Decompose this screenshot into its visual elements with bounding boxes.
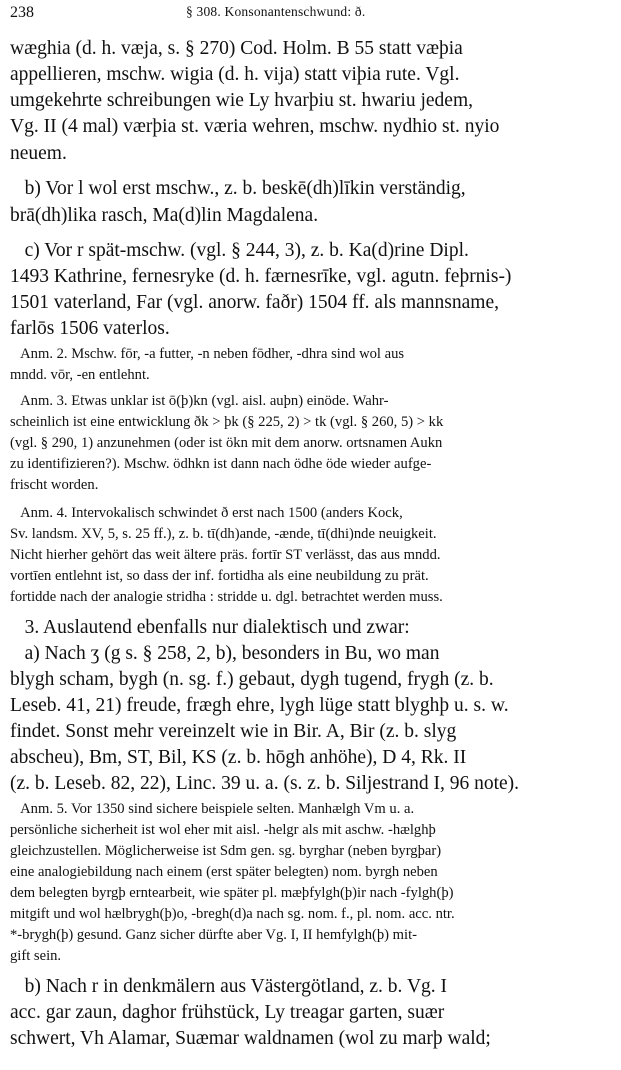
note-line: frischt worden. [10,477,99,493]
text-line: b) Nach r in denkmälern aus Västergötland, z. b. Vg. I [10,976,448,997]
text-line: brā(dh)lika rasch, Ma(d)lin Magdalena. [10,205,319,226]
text-line: a) Nach ʒ (g s. § 258, 2, b), besonders in Bu, wo man [10,643,440,664]
text-line: appellieren, mschw. wigia (d. h. vija) statt viþia rute. Vgl. [10,64,460,85]
note-line: Anm. 3. Etwas unklar ist ō(þ)kn (vgl. aisl. auþn) einöde. Wahr- [10,393,389,409]
text-line: wæghia (d. h. væja, s. § 270) Cod. Holm. B 55 statt væþia [10,38,463,59]
note-line: fortidde nach der analogie stridha : stridde u. dgl. betrachtet werden muss. [10,589,443,605]
note-line: Anm. 4. Intervokalisch schwindet ð erst nach 1500 (anders Kock, [10,505,403,521]
text-line: acc. gar zaun, daghor frühstück, Ly treagar garten, suær [10,1002,445,1023]
text-line: (z. b. Leseb. 82, 22), Linc. 39 u. a. (s. z. b. Siljestrand I, 96 note). [10,773,520,794]
note-line: zu identifizieren?). Mschw. ödhkn ist dann nach ödhe öde wieder aufge- [10,456,432,472]
note-line: scheinlich ist eine entwicklung ðk > þk (§ 225, 2) > tk (vgl. § 260, 5) > kk [10,414,444,430]
text-line: Vg. II (4 mal) værþia st. væria wehren, mschw. nydhio st. nyio [10,116,500,137]
text-line: findet. Sonst mehr vereinzelt wie in Bir. A, Bir (z. b. slyg [10,721,457,742]
text-line: 1493 Kathrine, fernesryke (d. h. færnesrīke, vgl. agutn. feþrnis-) [10,266,512,287]
note-line: (vgl. § 290, 1) anzunehmen (oder ist ökn mit dem anorw. ortsnamen Aukn [10,435,443,451]
text-line: 1501 vaterland, Far (vgl. anorw. faðr) 1504 ff. als mannsname, [10,292,499,313]
text-line: neuem. [10,143,67,164]
note-line: gift sein. [10,948,62,964]
text-line: b) Vor l wol erst mschw., z. b. beskē(dh)līkin verständig, [10,178,466,199]
text-line: farlōs 1506 vaterlos. [10,318,170,339]
text-line: c) Vor r spät-mschw. (vgl. § 244, 3), z. b. Ka(d)rine Dipl. [10,240,469,261]
page-number: 238 [10,4,34,21]
note-line: vortīen entlehnt ist, so dass der inf. fortidha als eine neubildung zu prät. [10,568,429,584]
text-line: umgekehrte schreibungen wie Ly hvarþiu st. hwariu jedem, [10,90,473,111]
text-line: schwert, Vh Alamar, Suæmar waldnamen (wol zu marþ wald; [10,1028,491,1049]
note-line: mndd. vōr, -en entlehnt. [10,367,150,383]
page-header [10,4,610,28]
note-line: dem belegten byrgþ erntearbeit, wie später pl. mæþfylgh(þ)ir nach -fylgh(þ) [10,885,454,901]
note-line: *-brygh(þ) gesund. Ganz sicher dürfte aber Vg. I, II hemfylgh(þ) mit- [10,927,418,943]
text-line: 3. Auslautend ebenfalls nur dialektisch und zwar: [10,617,410,638]
running-title: § 308. Konsonantenschwund: ð. [186,4,366,19]
note-line: Nicht hierher gehört das weit ältere präs. fortīr ST verlässt, das aus mndd. [10,547,441,563]
note-line: Anm. 5. Vor 1350 sind sichere beispiele selten. Manhælgh Vm u. a. [10,801,415,817]
text-line: Leseb. 41, 21) freude, frægh ehre, lygh lüge statt blyghþ u. s. w. [10,695,509,716]
note-line: mitgift und wol hælbrygh(þ)o, -bregh(d)a nach sg. nom. f., pl. nom. acc. ntr. [10,906,455,922]
note-line: gleichzustellen. Möglicherweise ist Sdm gen. sg. byrghar (neben byrgþar) [10,843,442,859]
note-line: Sv. landsm. XV, 5, s. 25 ff.), z. b. tī(dh)ande, -ænde, tī(dhi)nde neuigkeit. [10,526,437,542]
text-line: blygh scham, bygh (n. sg. f.) gebaut, dygh tugend, frygh (z. b. [10,669,494,690]
text-line: abscheu), Bm, ST, Bil, KS (z. b. hōgh anhöhe), D 4, Rk. II [10,747,467,768]
note-line: Anm. 2. Mschw. fōr, -a futter, -n neben fōdher, -dhra sind wol aus [10,346,405,362]
note-line: eine analogiebildung nach einem (erst später belegten) nom. byrgh neben [10,864,438,880]
note-line: persönliche sicherheit ist wol eher mit aisl. -helgr als mit aschw. -hælghþ [10,822,436,838]
